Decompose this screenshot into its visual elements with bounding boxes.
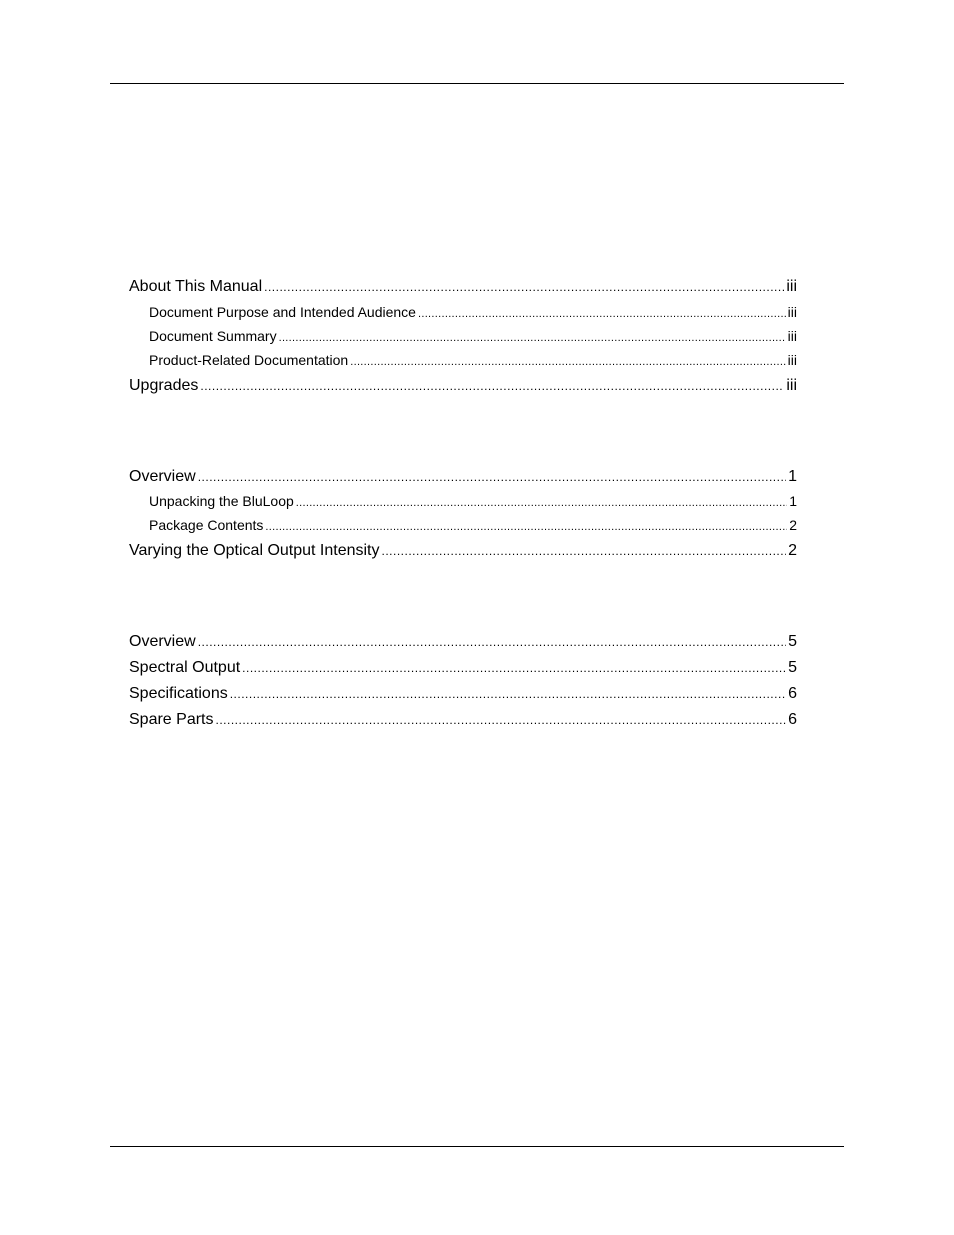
toc-entry-page: 1 [788,468,797,485]
toc-entry-page: 6 [788,685,797,702]
toc-dot-leader [230,683,786,705]
toc-entry-label: About This Manual [129,278,263,295]
toc-dot-leader [279,328,786,346]
toc-entry-about-this-manual[interactable] [129,276,797,298]
toc-entry-page: 6 [788,711,797,728]
toc-entry-page: 5 [788,659,797,676]
toc-entry-label: Upgrades [129,377,199,394]
toc-entry-label: Product-Related Documentation [149,352,349,368]
toc-entry-page: 1 [789,493,797,509]
toc-entry-document-purpose[interactable] [149,302,797,322]
toc-entry-spectral-output[interactable] [129,657,797,679]
toc-entry-page: 5 [788,633,797,650]
toc-dot-leader [198,631,786,653]
toc-entry-spare-parts[interactable] [129,709,797,731]
footer-rule [110,1146,844,1147]
toc-entry-label: Specifications [129,685,228,702]
toc-dot-leader [198,466,786,488]
toc-entry-overview[interactable] [129,466,797,488]
toc-entry-label: Overview [129,633,196,650]
toc-entry-label: Varying the Optical Output Intensity [129,542,380,559]
toc-dot-leader [215,709,786,731]
toc-entry-upgrades[interactable] [129,375,797,397]
toc-entry-page: 2 [788,542,797,559]
toc-entry-document-summary[interactable] [149,326,797,346]
toc-entry-overview[interactable] [129,631,797,653]
toc-entry-label: Document Summary [149,328,277,344]
toc-entry-page: 2 [789,517,797,533]
toc-entry-page: iii [787,352,797,368]
toc-entry-page: iii [787,328,797,344]
toc-entry-label: Spare Parts [129,711,214,728]
toc-entry-unpacking-the-bluloop[interactable] [149,491,797,511]
toc-dot-leader [200,375,784,397]
toc-entry-label: Document Purpose and Intended Audience [149,304,416,320]
toc-entry-package-contents[interactable] [149,515,797,535]
toc-dot-leader [418,304,786,322]
toc-entry-label: Package Contents [149,517,264,533]
toc-dot-leader [296,493,787,511]
toc-dot-leader [265,517,787,535]
toc-entry-product-related-documentation[interactable] [149,350,797,370]
toc-entry-label: Spectral Output [129,659,241,676]
toc-entry-page: iii [786,377,797,394]
toc-dot-leader [264,276,784,298]
toc-dot-leader [242,657,786,679]
toc-entry-label: Overview [129,468,196,485]
toc-entry-varying-optical-output-intensity[interactable] [129,540,797,562]
toc-dot-leader [382,540,787,562]
toc-entry-label: Unpacking the BluLoop [149,493,294,509]
header-rule [110,83,844,84]
toc-dot-leader [350,352,785,370]
toc-entry-page: iii [787,304,797,320]
toc-entry-page: iii [786,278,797,295]
toc-entry-specifications[interactable] [129,683,797,705]
